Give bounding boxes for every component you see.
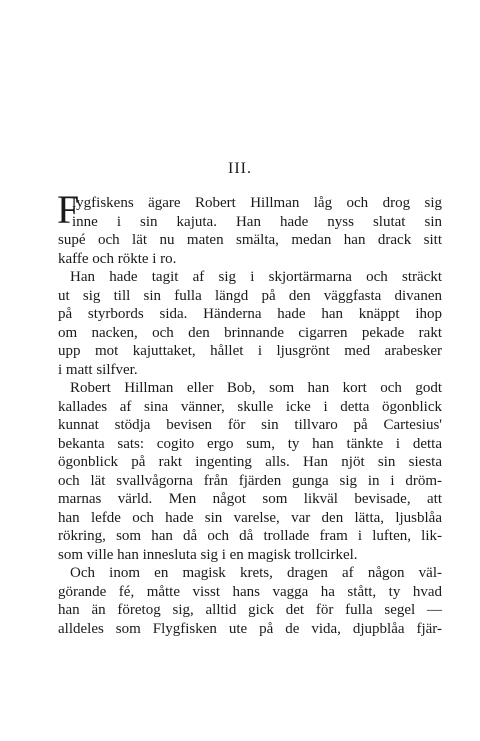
text-line: i matt silfver. — [58, 361, 138, 378]
paragraph — [58, 564, 442, 638]
text-line: om nacken, och den brinnande cigarren pekade rakt — [58, 324, 442, 341]
text-line: som ville han innesluta sig i en magisk trollcirkel. — [58, 546, 358, 563]
text-line: lygfiskens ägare Robert Hillman låg och drog sig — [72, 195, 442, 211]
text-line: kaffe och rökte i ro. — [58, 250, 177, 267]
drop-cap: F — [57, 187, 80, 232]
text-line: bekanta sats: cogito ergo sum, ty han tänkte i detta — [58, 435, 442, 452]
text-line: alldeles som Flygfisken ute på de vida, djupblåa fjär- — [58, 620, 442, 637]
text-line: supé och lät nu maten smälta, medan han drack sitt — [58, 232, 442, 248]
text-line: inne i sin kajuta. Han hade nyss slutat sin — [72, 213, 442, 230]
text-line: ut sig till sin fulla längd på den väggfasta divanen — [58, 287, 442, 304]
text-line: Han hade tagit af sig i skjortärmarna och sträckt — [70, 269, 442, 285]
chapter-heading: III. — [228, 160, 252, 177]
text-line: marnas värld. Men något som likväl bevisade, att — [58, 491, 442, 507]
text-line: ögonblick på rakt ingenting alls. Han njöt sin siesta — [58, 454, 442, 470]
paragraph — [58, 379, 442, 564]
text-line: han lefde och hade sin varelse, var den lätta, ljusblåa — [58, 509, 442, 526]
text-line: Robert Hillman eller Bob, som han kort och godt — [70, 380, 442, 396]
paragraph — [57, 187, 442, 268]
text-line: kallades af sina vänner, skulle icke i detta ögonblick — [58, 398, 442, 415]
text-line: och lät svallvågorna från fjärden gunga sig in i dröm- — [58, 472, 442, 489]
text-line: kunnat stödja bevisen för sin tillvaro på Cartesius' — [58, 417, 442, 433]
text-line: han än företog sig, alltid gick det för fulla segel — — [58, 602, 442, 618]
text-line: på styrbords sida. Händerna hade han knäppt ihop — [58, 306, 442, 322]
text-line: Och inom en magisk krets, dragen af någon väl- — [70, 565, 442, 581]
text-line: upp mot kajuttaket, hållet i ljusgrönt med arabesker — [58, 343, 442, 359]
text-line: görande fé, måtte visst hans vagga ha stått, ty hvad — [58, 583, 442, 600]
text-line: rökring, som han då och då trollade fram i luften, lik- — [58, 528, 442, 544]
paragraph — [58, 268, 442, 379]
body-text — [57, 187, 442, 638]
